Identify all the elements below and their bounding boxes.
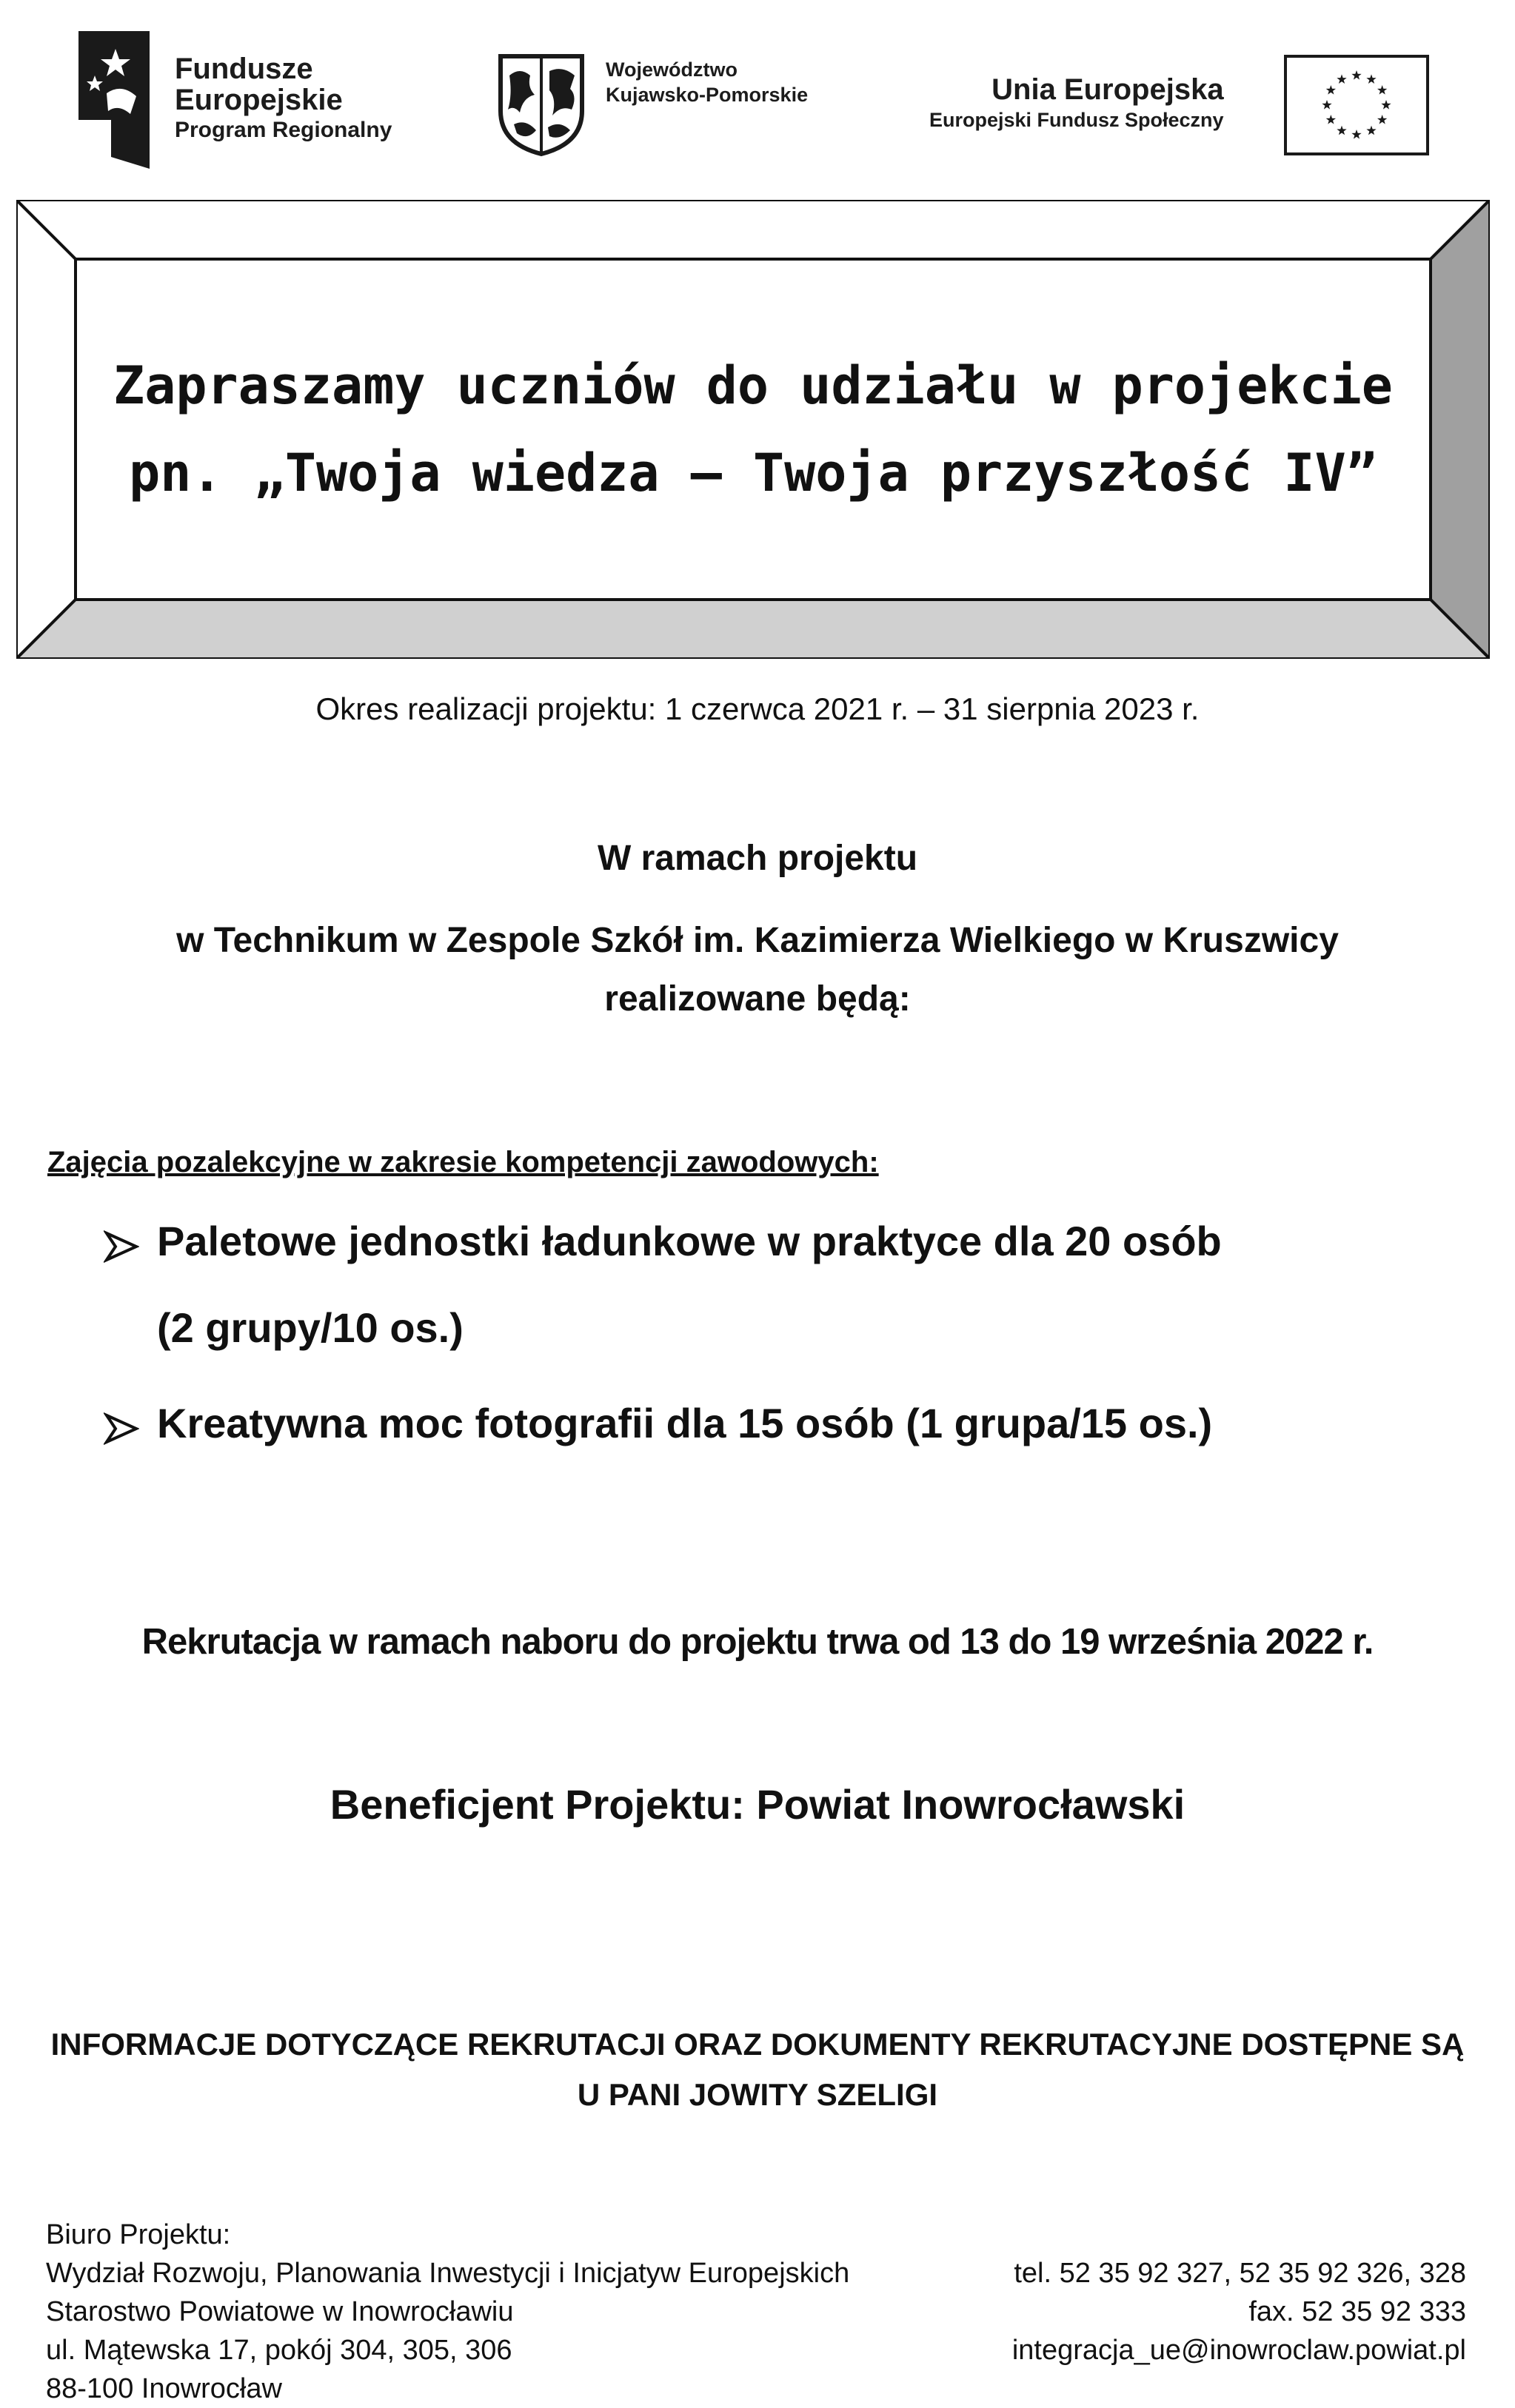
email-address: integracja_ue@inowroclaw.powiat.pl <box>1011 2335 1466 2366</box>
logo-text-line: Europejskie <box>175 84 343 116</box>
logo-text-line: Europejski Fundusz Społeczny <box>929 109 1224 131</box>
info-line: INFORMACJE DOTYCZĄCE REKRUTACJI ORAZ DOKUMENTY REKRUTACYJNE DOSTĘPNE SĄ <box>50 2027 1465 2062</box>
logo-text-line: Kujawsko-Pomorskie <box>606 83 809 106</box>
list-item-text: Kreatywna moc fotografii dla 15 osób (1 grupa/15 os.) <box>157 1400 1213 1446</box>
address-line: Wydział Rozwoju, Planowania Inwestycji i Inicjatyw Europejskich <box>46 2258 850 2289</box>
activities-heading: Zajęcia pozalekcyjne w zakresie kompetencji zawodowych: <box>47 1146 879 1178</box>
address-line: Starostwo Powiatowe w Inowrocławiu <box>46 2296 514 2327</box>
fax-number: fax. 52 35 92 333 <box>1248 2296 1466 2327</box>
recruitment-dates: Rekrutacja w ramach naboru do projektu trwa od 13 do 19 września 2022 r. <box>141 1622 1374 1662</box>
logo-text-line: Program Regionalny <box>175 118 392 142</box>
fundusze-europejskie-logo-text <box>175 53 392 142</box>
unia-europejska-logo-text <box>929 71 1224 133</box>
phone-number: tel. 52 35 92 327, 52 35 92 326, 328 <box>1014 2258 1466 2289</box>
recruitment-info <box>0 2019 1515 2120</box>
arrow-bullet-icon <box>104 1217 157 1272</box>
scope-heading: W ramach projektu <box>597 839 918 878</box>
list-item <box>104 1217 1222 1352</box>
logo-text-line: Województwo <box>606 58 738 81</box>
wojewodztwo-logo-text <box>606 58 808 108</box>
list-item <box>104 1399 1212 1455</box>
project-office-address <box>46 2216 849 2408</box>
list-item-text: (2 grupy/10 os.) <box>157 1304 464 1351</box>
contact-details <box>1012 2254 1466 2370</box>
info-line: U PANI JOWITY SZELIGI <box>577 2077 938 2112</box>
address-line: 88-100 Inowrocław <box>46 2373 282 2404</box>
arrow-bullet-icon <box>104 1399 157 1455</box>
logo-text-line: Unia Europejska <box>991 73 1224 106</box>
beneficiary: Beneficjent Projektu: Powiat Inowrocławski <box>330 1781 1185 1828</box>
project-period: Okres realizacji projektu: 1 czerwca 2021 r. – 31 sierpnia 2023 r. <box>315 691 1200 726</box>
logo-text-line: Fundusze <box>175 53 313 85</box>
scope-realized: realizowane będą: <box>604 979 911 1019</box>
fundusze-europejskie-star-icon <box>78 31 150 169</box>
address-line: ul. Mątewska 17, pokój 304, 305, 306 <box>46 2335 512 2366</box>
title-line: Zapraszamy uczniów do udziału w projekcie <box>113 355 1393 416</box>
title-line: pn. „Twoja wiedza – Twoja przyszłość IV” <box>129 443 1377 503</box>
scope-school: w Technikum w Zespole Szkół im. Kazimierza Wielkiego w Kruszwicy <box>176 921 1339 960</box>
coat-of-arms-icon <box>498 53 585 157</box>
address-line: Biuro Projektu: <box>46 2219 231 2250</box>
list-item-text: Paletowe jednostki ładunkowe w praktyce dla 20 osób <box>157 1218 1222 1264</box>
eu-flag-icon <box>1284 55 1429 155</box>
logo-bar <box>0 0 1515 178</box>
title-box <box>76 259 1431 600</box>
